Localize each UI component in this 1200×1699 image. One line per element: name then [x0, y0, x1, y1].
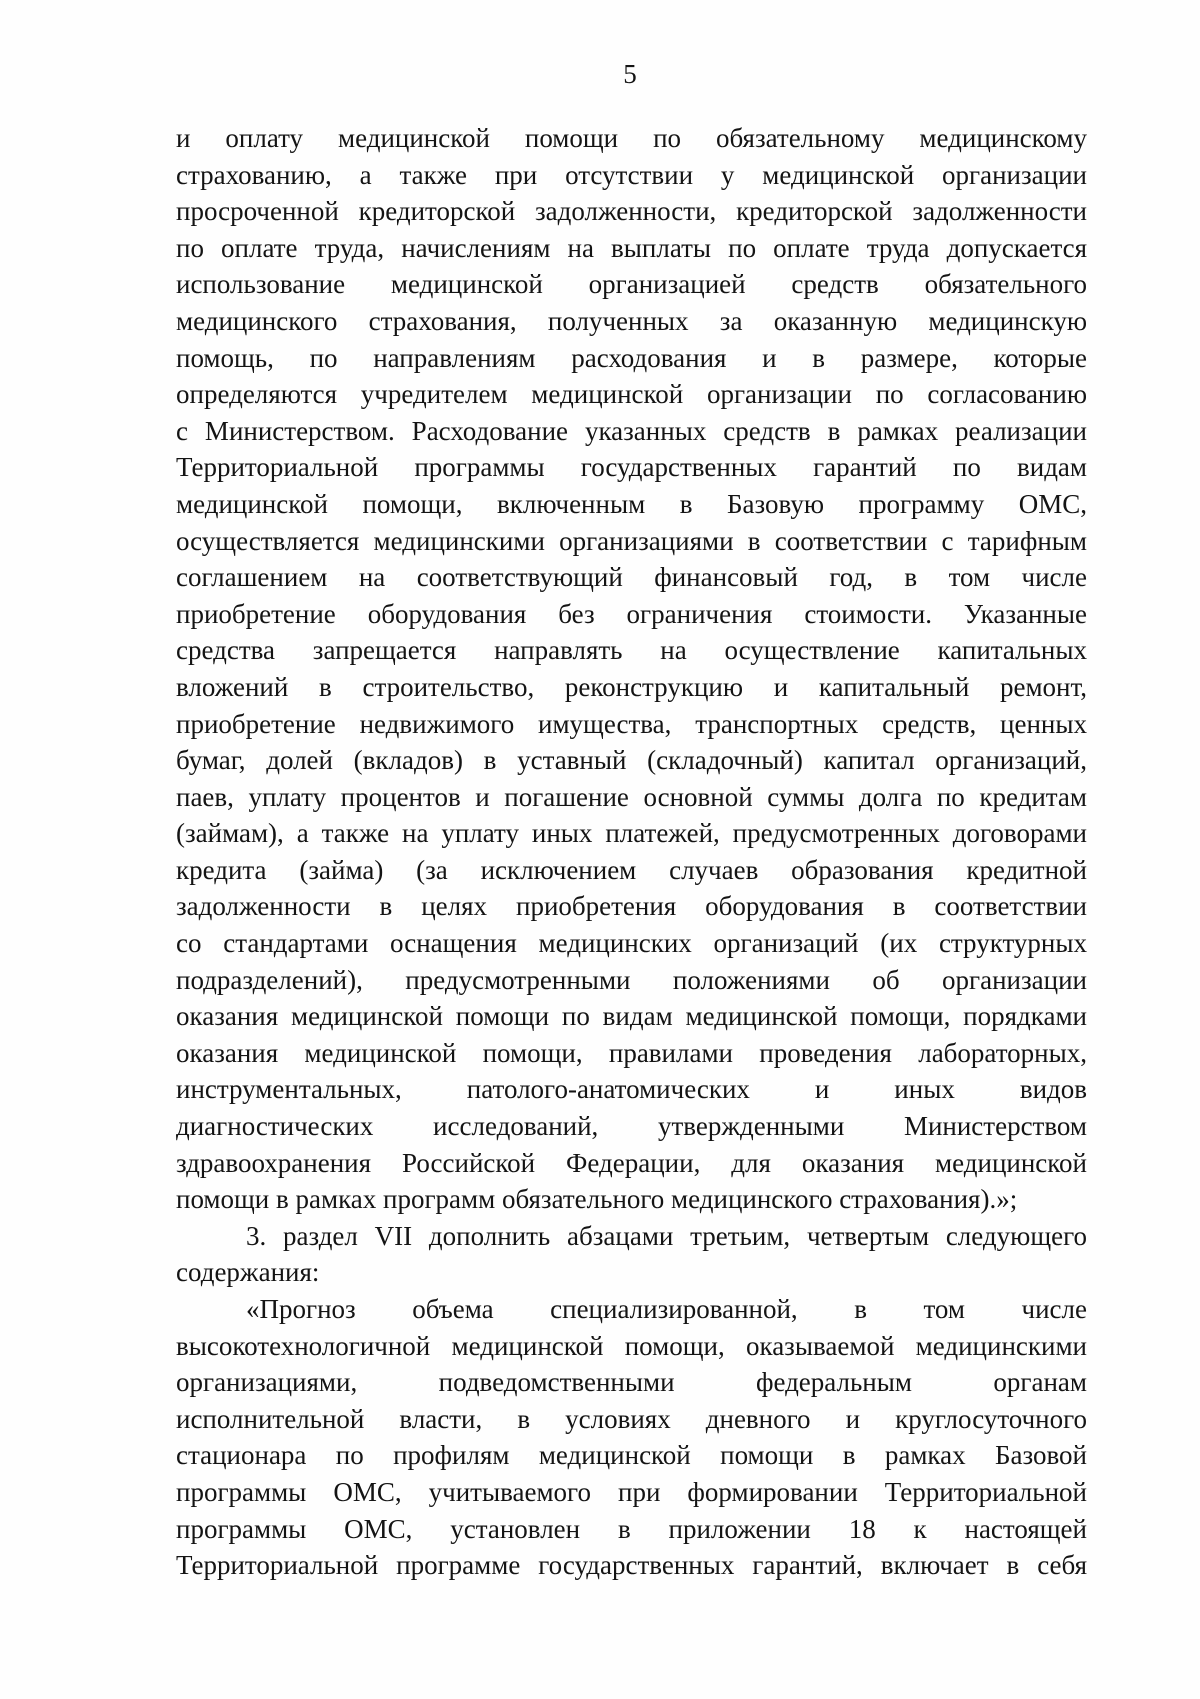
- text-line: со стандартами оснащения медицинских организаций (их структурных: [176, 928, 1087, 959]
- text-line: приобретение оборудования без ограничения стоимости. Указанные: [176, 598, 1087, 629]
- text-line: и оплату медицинской помощи по обязательному медицинскому: [176, 123, 1087, 153]
- text-line: (займам), а также на уплату иных платежей, предусмотренных договорами: [176, 818, 1087, 849]
- text-line: оказания медицинской помощи по видам медицинской помощи, порядками: [176, 1001, 1087, 1032]
- text-line: содержания:: [176, 1257, 320, 1288]
- text-line: средства запрещается направлять на осуществление капитальных: [176, 635, 1087, 666]
- text-line: бумаг, долей (вкладов) в уставный (складочный) капитал организаций,: [176, 745, 1087, 776]
- text-line: медицинской помощи, включенным в Базовую программу ОМС,: [176, 488, 1087, 519]
- text-line: по оплате труда, начислениям на выплаты по оплате труда допускается: [176, 232, 1087, 263]
- text-line: стационара по профилям медицинской помощи в рамках Базовой: [176, 1440, 1087, 1471]
- paragraph-2: [176, 1218, 1087, 1291]
- text-line: соглашением на соответствующий финансовый год, в том числе: [176, 562, 1087, 593]
- text-line: страхованию, а также при отсутствии у медицинской организации: [176, 159, 1087, 190]
- text-line: использование медицинской организацией средств обязательного: [176, 269, 1087, 300]
- text-line: с Министерством. Расходование указанных средств в рамках реализации: [176, 415, 1087, 446]
- text-line: Территориальной программе государственных гарантий, включает в себя: [176, 1550, 1087, 1581]
- text-line: оказания медицинской помощи, правилами проведения лабораторных,: [176, 1037, 1087, 1068]
- text-line: здравоохранения Российской Федерации, для оказания медицинской: [176, 1147, 1087, 1178]
- text-line: Территориальной программы государственных гарантий по видам: [176, 452, 1087, 483]
- text-line: «Прогноз объема специализированной, в том числе: [246, 1294, 1087, 1324]
- paragraph-3: [176, 1291, 1087, 1584]
- text-line: просроченной кредиторской задолженности, кредиторской задолженности: [176, 196, 1087, 227]
- text-line: исполнительной власти, в условиях дневного и круглосуточного: [176, 1403, 1087, 1434]
- text-line: кредита (займа) (за исключением случаев образования кредитной: [176, 854, 1087, 885]
- text-line: инструментальных, патолого-анатомических и иных видов: [176, 1074, 1087, 1105]
- page-number: 5: [623, 59, 637, 89]
- text-line: медицинского страхования, полученных за оказанную медицинскую: [176, 305, 1087, 336]
- text-line: программы ОМС, установлен в приложении 18 к настоящей: [176, 1513, 1087, 1544]
- text-line: помощи в рамках программ обязательного медицинского страхования).»;: [176, 1184, 1018, 1215]
- text-line: диагностических исследований, утвержденными Министерством: [176, 1111, 1087, 1142]
- text-line: организациями, подведомственными федеральным органам: [176, 1367, 1087, 1398]
- text-line: определяются учредителем медицинской организации по согласованию: [176, 379, 1087, 410]
- document-body: [176, 120, 1087, 1584]
- text-line: вложений в строительство, реконструкцию и капитальный ремонт,: [176, 671, 1087, 702]
- text-line: 3. раздел VII дополнить абзацами третьим, четвертым следующего: [246, 1220, 1087, 1251]
- text-line: высокотехнологичной медицинской помощи, оказываемой медицинскими: [176, 1330, 1087, 1361]
- text-line: задолженности в целях приобретения оборудования в соответствии: [176, 891, 1087, 922]
- text-line: паев, уплату процентов и погашение основной суммы долга по кредитам: [176, 781, 1087, 812]
- text-line: подразделений), предусмотренными положениями об организации: [176, 964, 1087, 995]
- text-line: приобретение недвижимого имущества, транспортных средств, ценных: [176, 708, 1087, 739]
- paragraph-1: [176, 120, 1087, 1218]
- text-line: помощь, по направлениям расходования и в размере, которые: [176, 342, 1087, 373]
- text-line: программы ОМС, учитываемого при формировании Территориальной: [176, 1476, 1087, 1507]
- text-line: осуществляется медицинскими организациями в соответствии с тарифным: [176, 525, 1087, 556]
